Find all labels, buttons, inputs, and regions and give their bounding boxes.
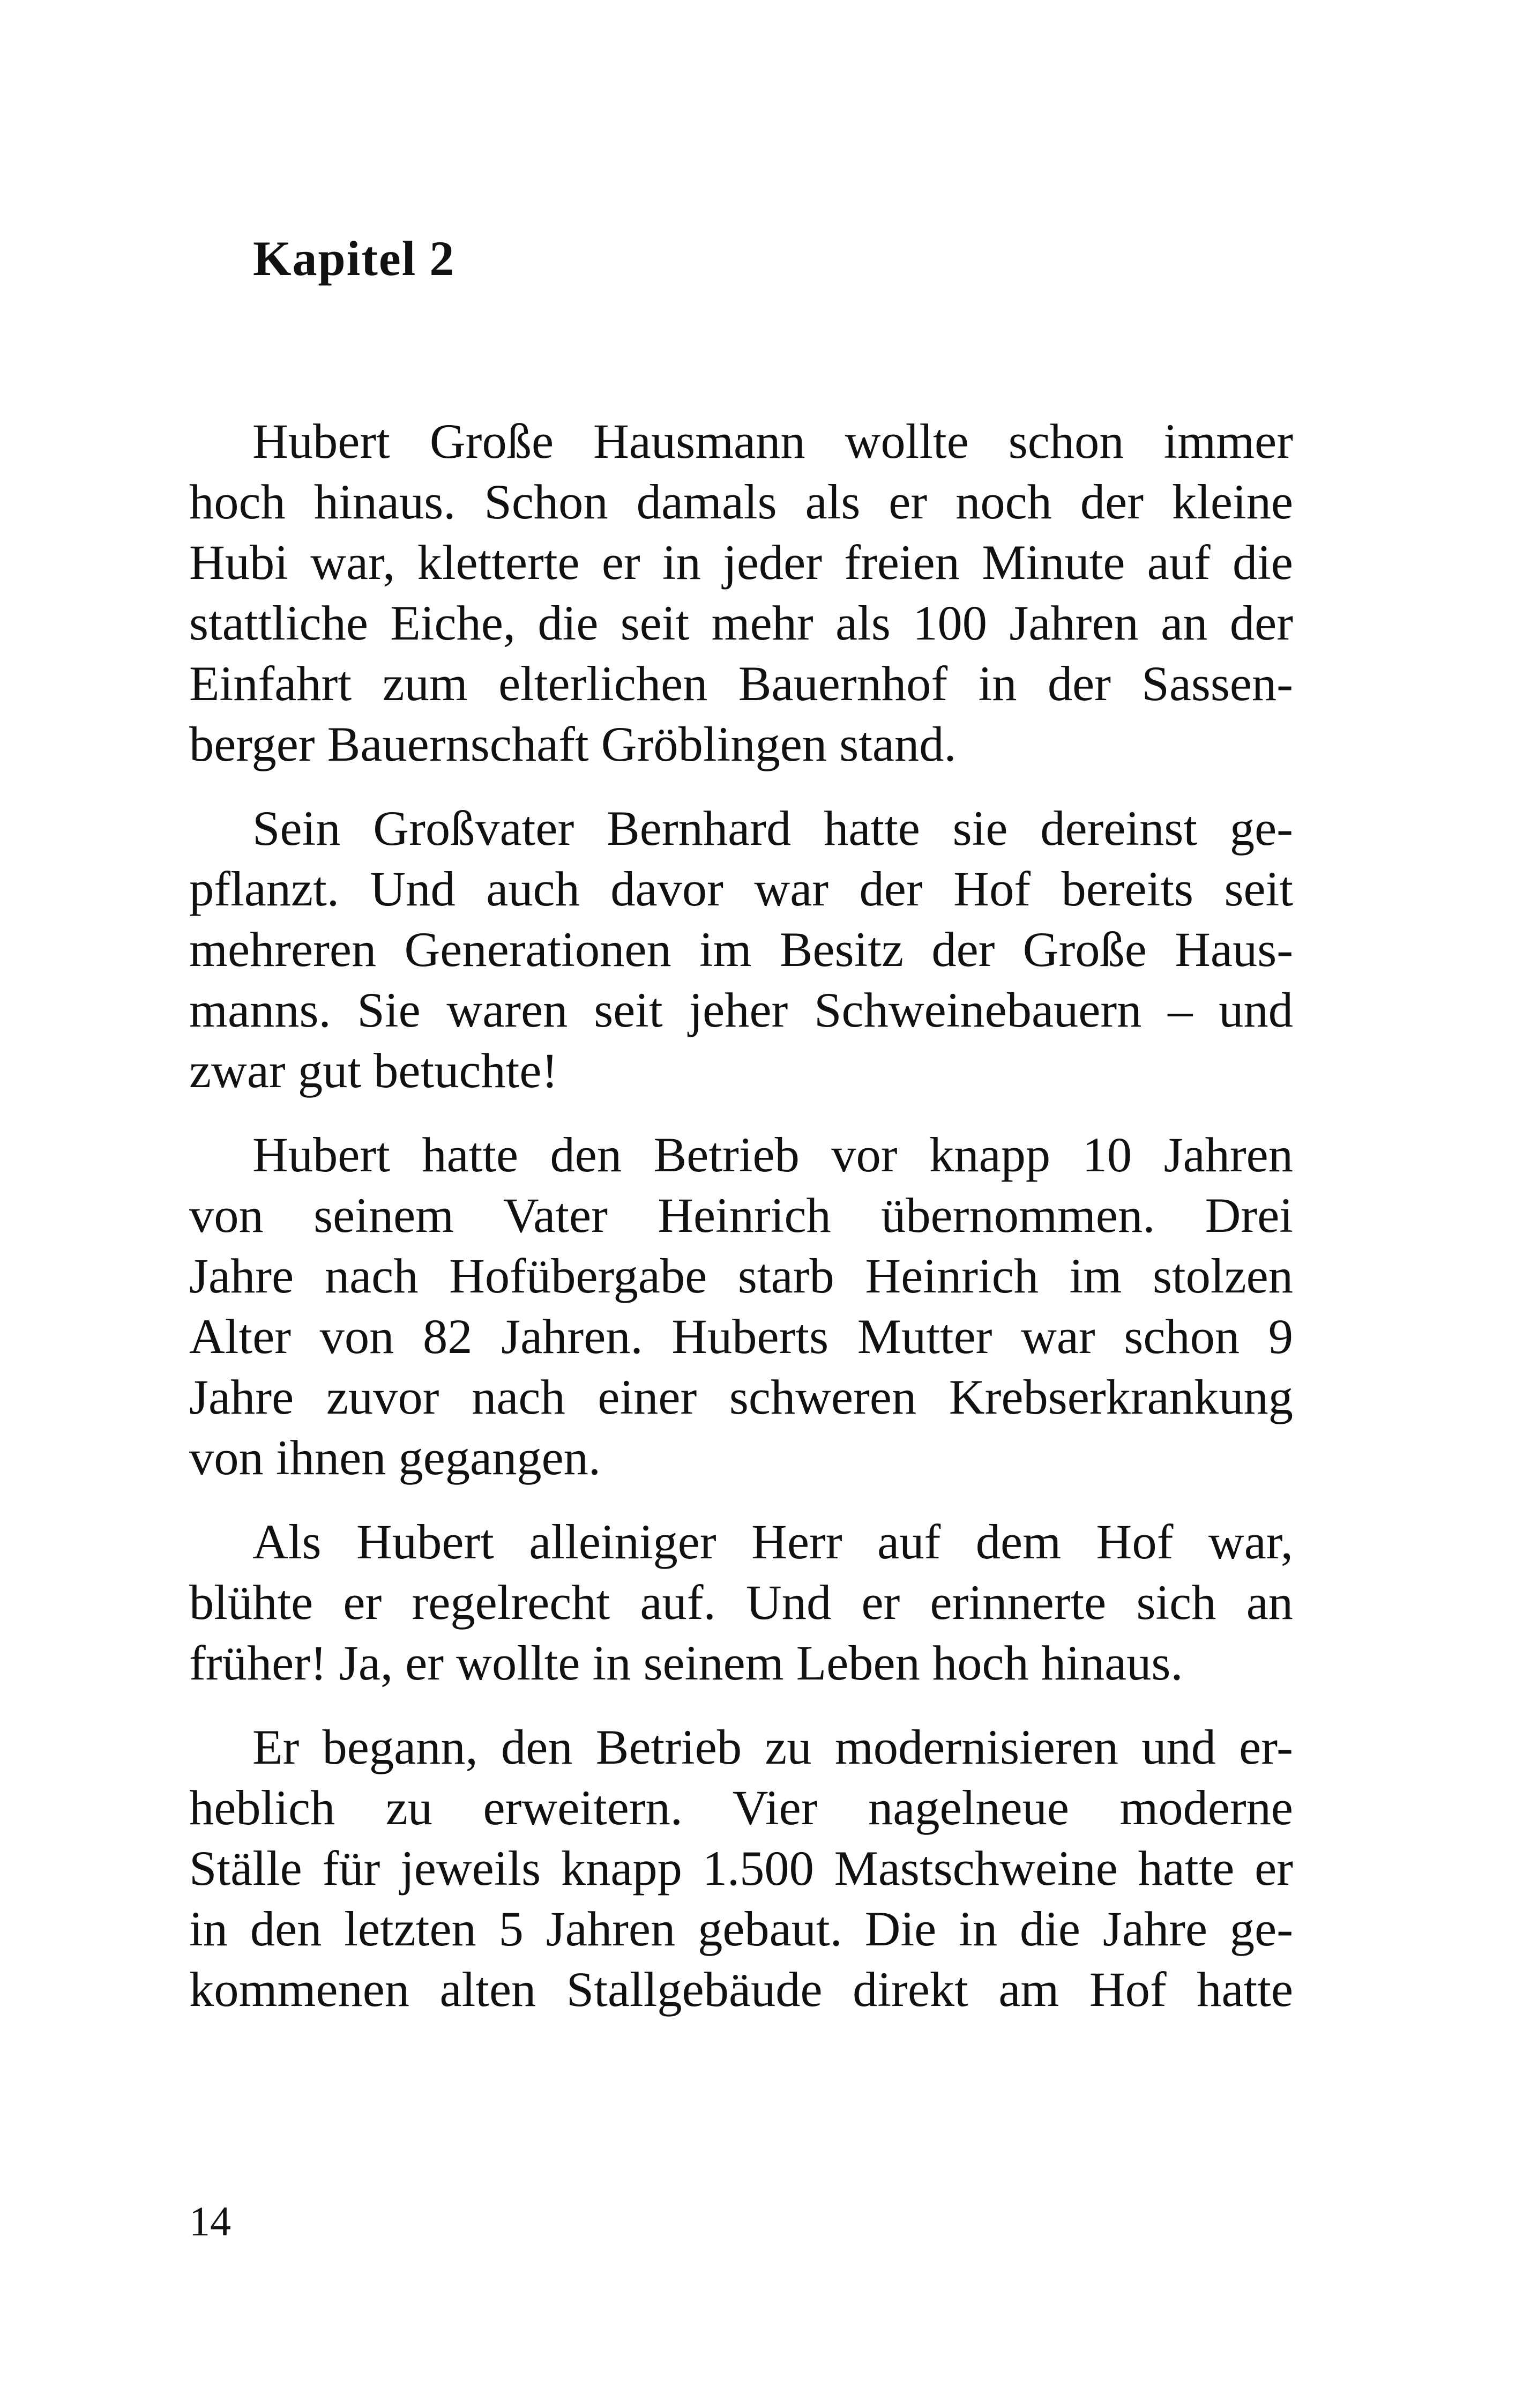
text-line: Ställe für jeweils knapp 1.500 Mastschweine hatte er <box>189 1841 1293 1896</box>
paragraph <box>189 799 1293 1102</box>
page-number: 14 <box>189 2198 231 2245</box>
chapter-word: Kapitel <box>253 231 417 286</box>
text-line: Hubi war, kletterte er in jeder freien Minute auf die <box>189 536 1293 590</box>
text-line: Sein Großvater Bernhard hatte sie dereinst ge- <box>252 801 1293 856</box>
text-line: in den letzten 5 Jahren gebaut. Die in die Jahre ge- <box>189 1902 1293 1957</box>
text-line: Jahre zuvor nach einer schweren Krebserkrankung <box>189 1370 1293 1425</box>
text-line: blühte er regelrecht auf. Und er erinnerte sich an <box>189 1575 1293 1630</box>
text-line: Er begann, den Betrieb zu modernisieren und er- <box>252 1720 1293 1775</box>
paragraph <box>189 1512 1293 1694</box>
paragraph <box>189 412 1293 775</box>
text-line: früher! Ja, er wollte in seinem Leben hoch hinaus. <box>189 1636 1183 1691</box>
text-line: zwar gut betuchte! <box>189 1044 558 1098</box>
text-line: heblich zu erweitern. Vier nagelneue moderne <box>189 1781 1293 1835</box>
chapter-heading <box>253 231 456 286</box>
text-line: von seinem Vater Heinrich übernommen. Drei <box>189 1188 1293 1243</box>
text-line: manns. Sie waren seit jeher Schweinebauern – und <box>189 983 1293 1038</box>
text-line: Hubert hatte den Betrieb vor knapp 10 Jahren <box>252 1128 1293 1183</box>
text-line: hoch hinaus. Schon damals als er noch der kleine <box>189 475 1293 530</box>
text-line: Als Hubert alleiniger Herr auf dem Hof war, <box>252 1515 1293 1570</box>
text-line: stattliche Eiche, die seit mehr als 100 Jahren an der <box>189 596 1293 651</box>
text-line: Einfahrt zum elterlichen Bauernhof in der Sassen- <box>189 657 1293 711</box>
text-line: mehreren Generationen im Besitz der Große Haus- <box>189 923 1293 977</box>
text-line: von ihnen gegangen. <box>189 1431 601 1485</box>
paragraph <box>189 1125 1293 1489</box>
paragraph <box>189 1718 1293 2020</box>
text-line: kommenen alten Stallgebäude direkt am Hof hatte <box>189 1963 1293 2017</box>
chapter-number: 2 <box>429 231 456 286</box>
text-line: berger Bauernschaft Gröblingen stand. <box>189 717 957 772</box>
text-line: Alter von 82 Jahren. Huberts Mutter war schon 9 <box>189 1310 1293 1364</box>
text-line: Jahre nach Hofübergabe starb Heinrich im stolzen <box>189 1249 1293 1304</box>
chapter-body <box>189 412 1293 2044</box>
text-line: pflanzt. Und auch davor war der Hof bereits seit <box>189 862 1293 917</box>
text-line: Hubert Große Hausmann wollte schon immer <box>252 414 1293 469</box>
